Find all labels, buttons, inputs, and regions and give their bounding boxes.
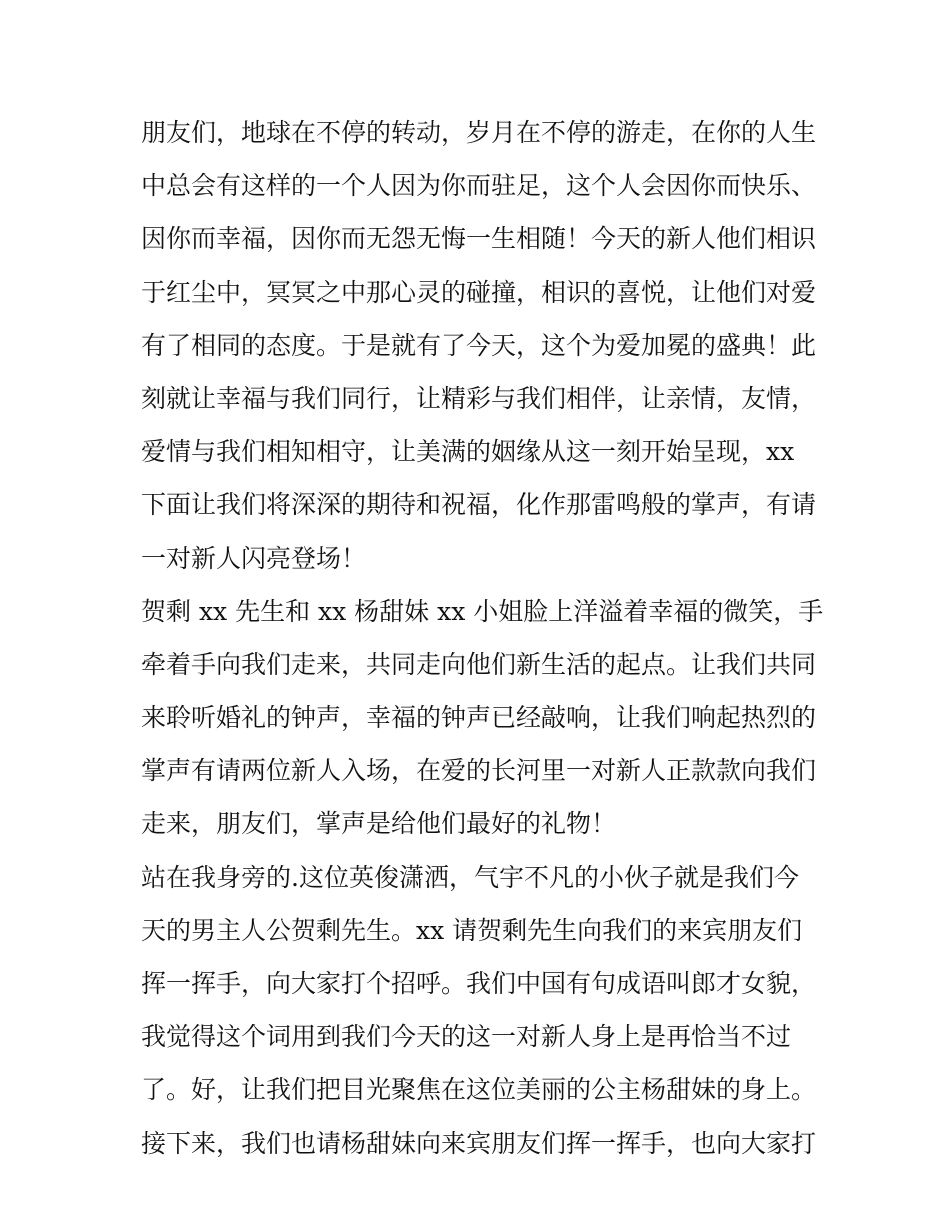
text-line: 爱情与我们相知相守，让美满的姻缘从这一刻开始呈现，xx [141, 437, 795, 467]
text-line: 朋友们，地球在不停的转动，岁月在不停的游走，在你的人生 [141, 118, 817, 147]
text-line: 挥一挥手，向大家打个招呼。我们中国有句成语叫郎才女貌， [141, 969, 817, 998]
text-line: 因你而幸福，因你而无怨无悔一生相随！今天的新人他们相识 [141, 224, 817, 254]
document-body-text [141, 106, 824, 1170]
text-line: 走来，朋友们，掌声是给他们最好的礼物！ [141, 809, 617, 839]
text-line: 来聆听婚礼的钟声，幸福的钟声已经敲响，让我们响起热烈的 [141, 703, 817, 733]
text-line: 我觉得这个词用到我们今天的这一对新人身上是再恰当不过 [141, 1022, 792, 1052]
text-line: 有了相同的态度。于是就有了今天，这个为爱加冕的盛典！此 [141, 330, 817, 360]
text-line: 接下来，我们也请杨甜妹向来宾朋友们挥一挥手，也向大家打 [141, 1128, 817, 1158]
text-line: 中总会有这样的一个人因为你而驻足，这个人会因你而快乐、 [141, 171, 817, 201]
text-line: 掌声有请两位新人入场，在爱的长河里一对新人正款款向我们 [141, 756, 817, 786]
text-line: 刻就让幸福与我们同行，让精彩与我们相伴，让亲情，友情， [141, 383, 817, 413]
text-line: 站在我身旁的.这位英俊潇洒，气宇不凡的小伙子就是我们今 [141, 862, 799, 892]
text-line: 下面让我们将深深的期待和祝福，化作那雷鸣般的掌声，有请 [141, 490, 817, 520]
text-line: 了。好，让我们把目光聚焦在这位美丽的公主杨甜妹的身上。 [141, 1075, 817, 1105]
text-line: 一对新人闪亮登场！ [141, 543, 367, 573]
text-line: 天的男主人公贺剩先生。xx 请贺剩先生向我们的来宾朋友们 [141, 915, 803, 945]
text-line: 贺剩 xx 先生和 xx 杨甜妹 xx 小姐脸上洋溢着幸福的微笑，手 [141, 596, 824, 626]
text-line: 于红尘中，冥冥之中那心灵的碰撞，相识的喜悦，让他们对爱 [141, 277, 817, 307]
text-line: 牵着手向我们走来，共同走向他们新生活的起点。让我们共同 [141, 649, 817, 679]
